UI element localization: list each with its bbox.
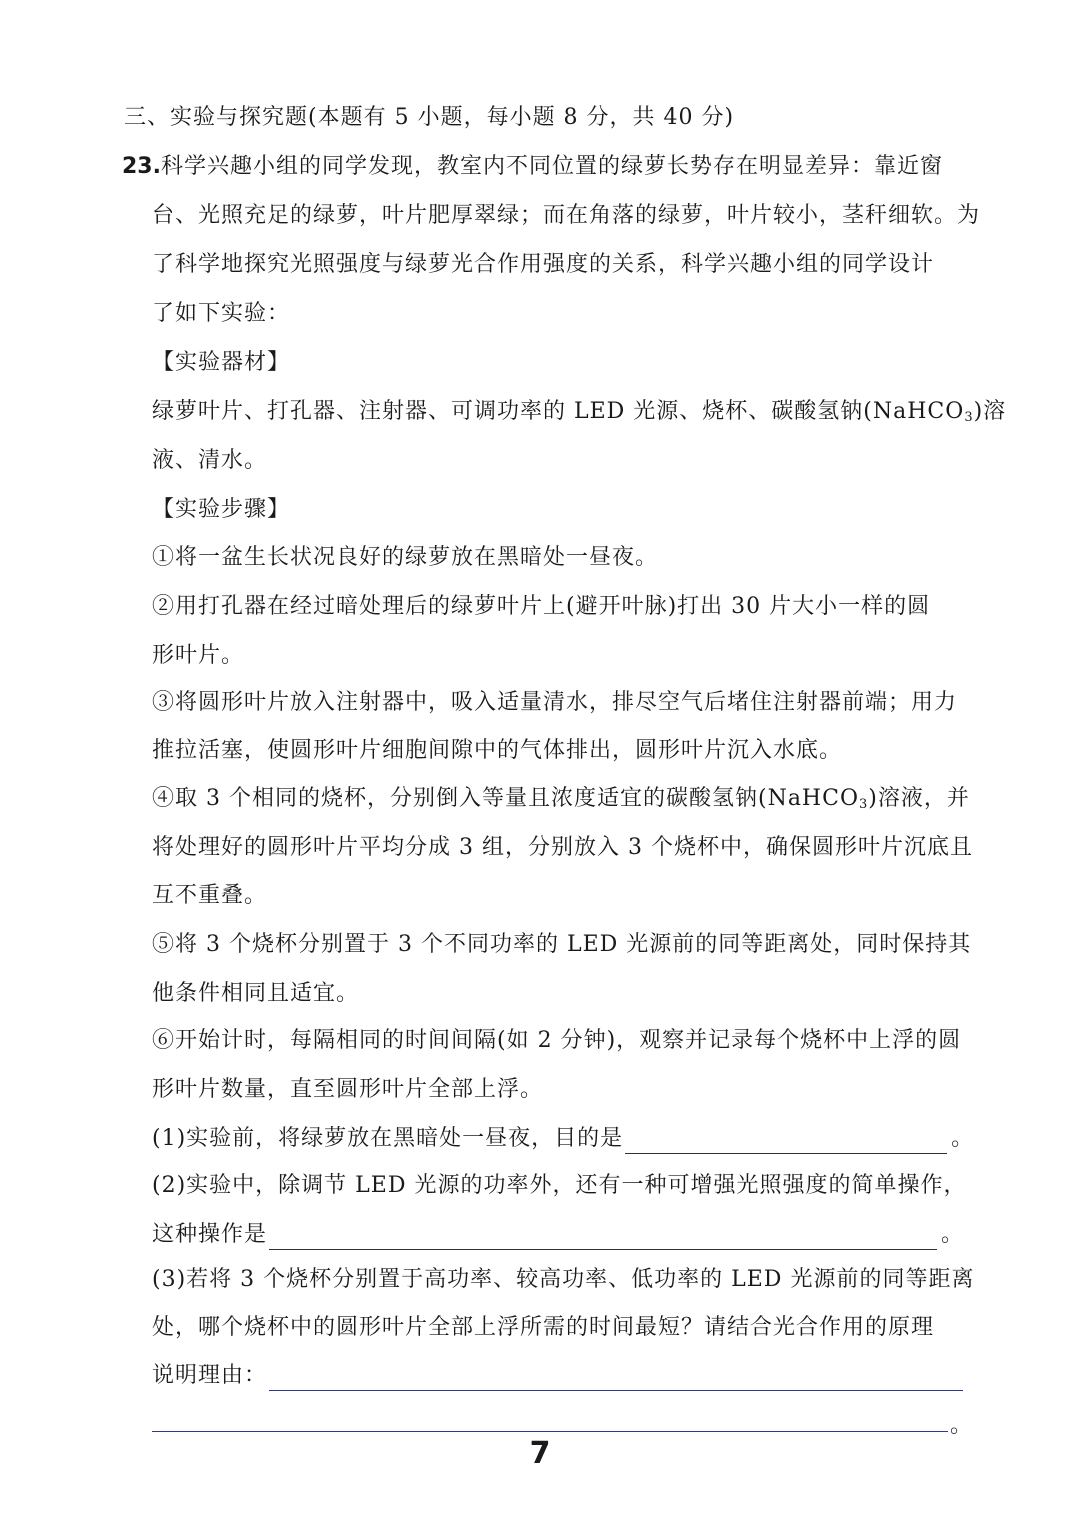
- question-23-intro-line-4: 了如下实验：: [152, 301, 291, 326]
- question-23-intro-line-1: 23.科学兴趣小组的同学发现，教室内不同位置的绿萝长势存在明显差异：靠近窗: [122, 154, 943, 179]
- step-4-line-1: ④取 3 个相同的烧杯，分别倒入等量且浓度适宜的碳酸氢钠(NaHCO$_3$)溶液，并: [152, 786, 970, 812]
- answer-blank-2[interactable]: [269, 1227, 937, 1250]
- materials-line-1: 绿萝叶片、打孔器、注射器、可调功率的 LED 光源、烧杯、碳酸氢钠(NaHCO$_3$)溶: [152, 399, 1007, 425]
- step-5-line-2: 他条件相同且适宜。: [152, 981, 360, 1006]
- subquestion-2-line-1: (2)实验中，除调节 LED 光源的功率外，还有一种可增强光照强度的简单操作，: [152, 1173, 967, 1198]
- question-23-intro-line-2: 台、光照充足的绿萝，叶片肥厚翠绿；而在角落的绿萝，叶片较小，茎秆细软。为: [152, 203, 981, 228]
- step-2-line-1: ②用打孔器在经过暗处理后的绿萝叶片上(避开叶脉)打出 30 片大小一样的圆: [152, 594, 931, 619]
- question-number: 23.: [122, 154, 161, 179]
- subquestion-3-line-2: 处，哪个烧杯中的圆形叶片全部上浮所需的时间最短？请结合光合作用的原理: [152, 1315, 935, 1340]
- steps-heading: 【实验步骤】: [152, 497, 291, 522]
- answer-blank-1[interactable]: [625, 1131, 947, 1154]
- answer-period: 。: [950, 1413, 974, 1438]
- page-number: 7: [529, 1436, 551, 1471]
- step-4-line-2: 将处理好的圆形叶片平均分成 3 组，分别放入 3 个烧杯中，确保圆形叶片沉底且: [152, 835, 973, 860]
- step-3-line-1: ③将圆形叶片放入注射器中，吸入适量清水，排尽空气后堵住注射器前端；用力: [152, 690, 958, 715]
- subquestion-3-line-3: 说明理由：: [152, 1361, 967, 1391]
- step-3-line-2: 推拉活塞，使圆形叶片细胞间隙中的气体排出，圆形叶片沉入水底。: [152, 738, 843, 763]
- question-23-intro-line-3: 了科学地探究光照强度与绿萝光合作用强度的关系，科学兴趣小组的同学设计: [152, 252, 935, 277]
- answer-blank-3a[interactable]: [269, 1368, 963, 1391]
- step-6-line-2: 形叶片数量，直至圆形叶片全部上浮。: [152, 1077, 544, 1102]
- step-6-line-1: ⑥开始计时，每隔相同的时间间隔(如 2 分钟)，观察并记录每个烧杯中上浮的圆: [152, 1028, 962, 1053]
- step-2-line-2: 形叶片。: [152, 643, 245, 668]
- step-5-line-1: ⑤将 3 个烧杯分别置于 3 个不同功率的 LED 光源前的同等距离处，同时保持其: [152, 932, 972, 957]
- materials-heading: 【实验器材】: [152, 350, 291, 375]
- section-heading: 三、实验与探究题(本题有 5 小题，每小题 8 分，共 40 分): [124, 105, 735, 130]
- subquestion-3-line-1: (3)若将 3 个烧杯分别置于高功率、较高功率、低功率的 LED 光源前的同等距离: [152, 1267, 975, 1292]
- subquestion-1: (1)实验前，将绿萝放在黑暗处一昼夜，目的是 。: [152, 1124, 974, 1154]
- subquestion-2-line-2: 这种操作是 。: [152, 1220, 964, 1250]
- step-1: ①将一盆生长状况良好的绿萝放在黑暗处一昼夜。: [152, 545, 659, 570]
- materials-line-2: 液、清水。: [152, 448, 268, 473]
- answer-blank-3b[interactable]: [152, 1431, 948, 1432]
- step-4-line-3: 互不重叠。: [152, 883, 268, 908]
